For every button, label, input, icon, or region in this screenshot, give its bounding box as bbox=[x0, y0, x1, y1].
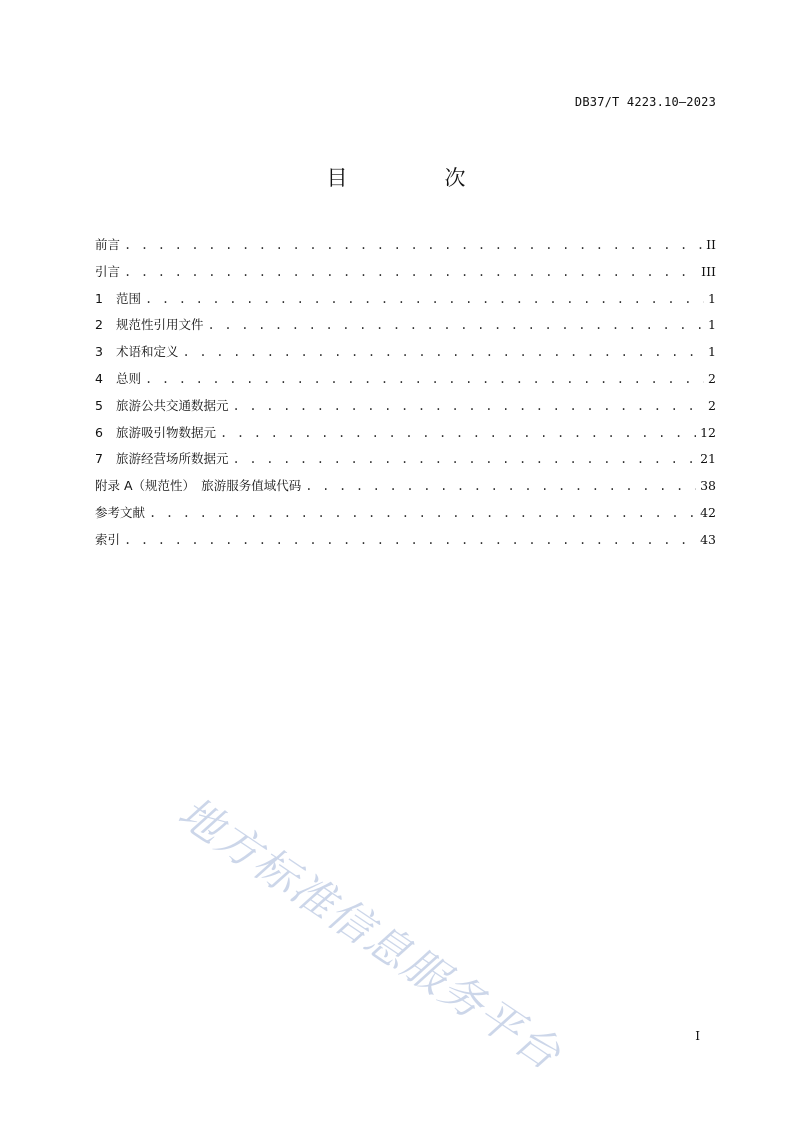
toc-entry[interactable] bbox=[95, 289, 716, 316]
page-number: I bbox=[695, 1029, 700, 1043]
page-title: 目 次 bbox=[326, 166, 504, 190]
toc-dot-leader bbox=[183, 345, 705, 359]
toc-dot-leader bbox=[220, 426, 696, 440]
toc-entry-label: 索引 bbox=[95, 531, 121, 547]
toc-entry[interactable] bbox=[95, 503, 716, 530]
toc-entry-page: 21 bbox=[700, 451, 716, 467]
toc-entry[interactable] bbox=[95, 262, 716, 289]
toc-dot-leader bbox=[305, 479, 696, 493]
toc-dot-leader bbox=[145, 372, 704, 386]
toc-entry-page: 1 bbox=[708, 317, 716, 333]
toc-entry-label: 旅游吸引物数据元 bbox=[116, 424, 217, 440]
toc-entry-label: 旅游公共交通数据元 bbox=[116, 397, 229, 413]
toc-entry-number: 3 bbox=[95, 344, 103, 360]
toc-entry-label: 术语和定义 bbox=[116, 344, 179, 360]
toc-entry-label: 规范性引用文件 bbox=[116, 317, 204, 333]
toc-entry-label: 旅游经营场所数据元 bbox=[116, 451, 229, 467]
toc-entry-number: 4 bbox=[95, 370, 103, 386]
toc-entry-page: 1 bbox=[708, 344, 716, 360]
toc-entry-number: 2 bbox=[95, 317, 103, 333]
toc-entry-number: 5 bbox=[95, 397, 103, 413]
table-of-contents bbox=[95, 235, 716, 557]
toc-entry-page: 42 bbox=[700, 504, 716, 520]
watermark-text: 地方标准信息服务平台 bbox=[169, 787, 571, 1081]
toc-entry-page: 1 bbox=[708, 290, 716, 306]
toc-entry[interactable] bbox=[95, 476, 716, 503]
toc-dot-leader bbox=[233, 452, 697, 466]
toc-dot-leader bbox=[208, 318, 705, 332]
toc-dot-leader bbox=[124, 265, 697, 279]
toc-entry-label: 总则 bbox=[116, 370, 142, 386]
toc-entry[interactable] bbox=[95, 423, 716, 450]
toc-entry[interactable] bbox=[95, 449, 716, 476]
toc-entry[interactable] bbox=[95, 235, 716, 262]
toc-entry-number: 6 bbox=[95, 424, 103, 440]
toc-entry-page: 12 bbox=[700, 424, 716, 440]
toc-entry[interactable] bbox=[95, 369, 716, 396]
toc-entry[interactable] bbox=[95, 396, 716, 423]
toc-entry-label: 前言 bbox=[95, 237, 121, 252]
toc-entry-number: 7 bbox=[95, 451, 103, 467]
toc-entry-page: 2 bbox=[708, 397, 716, 413]
toc-entry[interactable] bbox=[95, 530, 716, 557]
toc-entry-page: 43 bbox=[700, 531, 716, 547]
toc-entry-label: 附录 A（规范性） 旅游服务值域代码 bbox=[95, 478, 302, 494]
toc-entry-label: 引言 bbox=[95, 263, 121, 279]
toc-dot-leader bbox=[233, 399, 705, 413]
toc-entry[interactable] bbox=[95, 342, 716, 369]
document-code: DB37/T 4223.10—2023 bbox=[574, 95, 716, 109]
toc-entry-page: 2 bbox=[708, 370, 716, 386]
toc-dot-leader bbox=[149, 506, 696, 520]
toc-entry-label: 范围 bbox=[116, 290, 142, 306]
toc-entry-page: III bbox=[701, 263, 716, 279]
toc-entry-page: II bbox=[706, 237, 716, 252]
toc-dot-leader bbox=[145, 292, 704, 306]
toc-dot-leader bbox=[124, 533, 696, 547]
toc-entry-label: 参考文献 bbox=[95, 504, 146, 520]
toc-entry-number: 1 bbox=[95, 290, 103, 306]
toc-entry-page: 38 bbox=[700, 478, 716, 494]
toc-dot-leader bbox=[124, 238, 702, 252]
toc-entry[interactable] bbox=[95, 315, 716, 342]
